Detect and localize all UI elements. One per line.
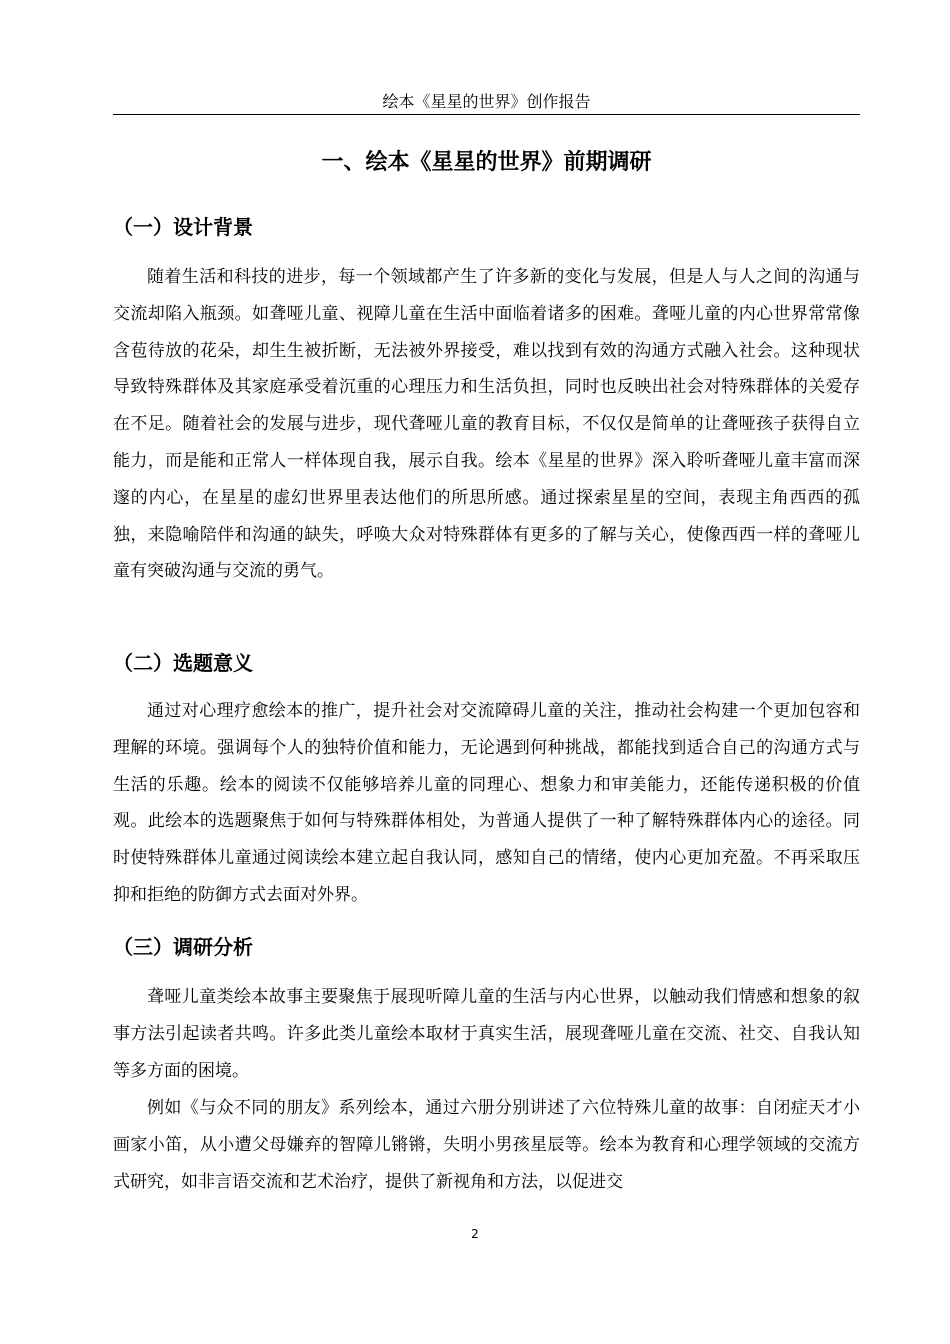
paragraph-research-analysis-1: 聋哑儿童类绘本故事主要聚焦于展现听障儿童的生活与内心世界，以触动我们情感和想象的叙事方法引起读者共鸣。许多此类儿童绘本取材于真实生活，展现聋哑儿童在交流、社交、自我认知等多方面的困境。 — [113, 987, 860, 1081]
section-heading-topic-significance: （二）选题意义 — [113, 651, 253, 675]
section-heading-design-background: （一）设计背景 — [113, 215, 253, 239]
section-heading-research-analysis: （三）调研分析 — [113, 935, 253, 959]
paragraph-design-background: 随着生活和科技的进步，每一个领域都产生了许多新的变化与发展，但是人与人之间的沟通与交流却陷入瓶颈。如聋哑儿童、视障儿童在生活中面临着诸多的困难。聋哑儿童的内心世界常常像含苞待放的花朵，却生生被折断，无法被外界接受，难以找到有效的沟通方式融入社会。这种现状导致特殊群体及其家庭承受着沉重的心理压力和生活负担，同时也反映出社会对特殊群体的关爱存在不足。随着社会的发展与进步，现代聋哑儿童的教育目标，不仅仅是简单的让聋哑孩子获得自立能力，而是能和正常人一样体现自我，展示自我。绘本《星星的世界》深入聆听聋哑儿童丰富而深邃的内心，在星星的虚幻世界里表达他们的所思所感。通过探索星星的空间，表现主角西西的孤独，来隐喻陪伴和沟通的缺失，呼唤大众对特殊群体有更多的了解与关心，使像西西一样的聋哑儿童有突破沟通与交流的勇气。 — [113, 267, 860, 582]
paragraph-topic-significance: 通过对心理疗愈绘本的推广，提升社会对交流障碍儿童的关注，推动社会构建一个更加包容和理解的环境。强调每个人的独特价值和能力，无论遇到何种挑战，都能找到适合自己的沟通方式与生活的乐趣。绘本的阅读不仅能够培养儿童的同理心、想象力和审美能力，还能传递积极的价值观。此绘本的选题聚焦于如何与特殊群体相处，为普通人提供了一种了解特殊群体内心的途径。同时使特殊群体儿童通过阅读绘本建立起自我认同，感知自己的情绪，使内心更加充盈。不再采取压抑和拒绝的防御方式去面对外界。 — [113, 701, 860, 905]
paragraph-research-analysis-2: 例如《与众不同的朋友》系列绘本，通过六册分别讲述了六位特殊儿童的故事：自闭症天才小画家小笛，从小遭父母嫌弃的智障儿锵锵，失明小男孩星辰等。绘本为教育和心理学领域的交流方式研究，如非言语交流和艺术治疗，提供了新视角和方法，以促进交 — [113, 1098, 860, 1192]
header-divider — [113, 114, 860, 115]
running-header-title: 绘本《星星的世界》创作报告 — [382, 92, 591, 111]
chapter-title: 一、绘本《星星的世界》前期调研 — [321, 150, 652, 175]
page-number: 2 — [471, 1227, 479, 1241]
